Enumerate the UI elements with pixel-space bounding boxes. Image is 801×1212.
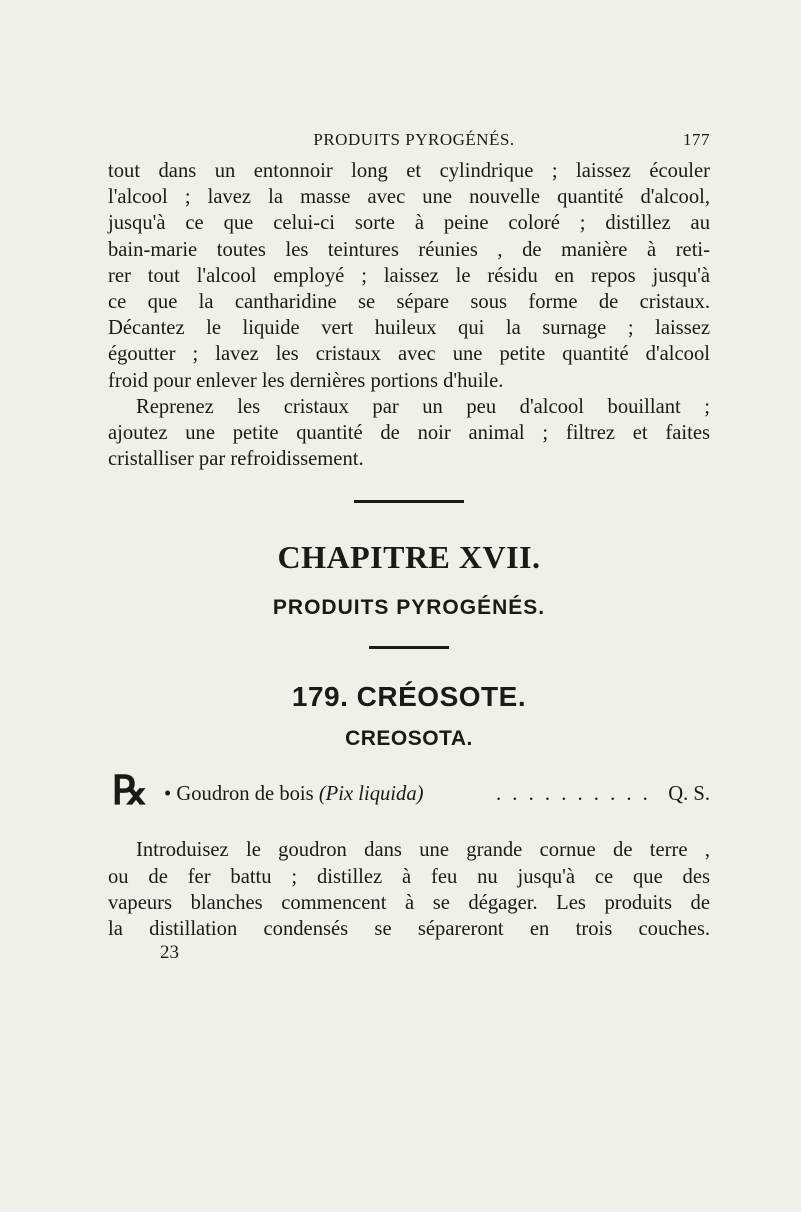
text-line: vapeurs blanches commencent à se dégager. Les produits de — [108, 891, 710, 914]
recipe-ingredient — [164, 783, 423, 806]
text-line: rer tout l'alcool employé ; laissez le résidu en repos jusqu'à — [108, 264, 710, 287]
text-line: égoutter ; lavez les cristaux avec une petite quantité d'alcool — [108, 343, 710, 366]
section-title: 179. CRÉOSOTE. — [291, 681, 527, 713]
text-line: Reprenez les cristaux par un peu d'alcool bouillant ; — [136, 395, 710, 418]
text-line: Décantez le liquide vert huileux qui la surnage ; laissez — [108, 317, 710, 340]
book-page — [108, 130, 710, 964]
running-head-title: PRODUITS PYROGÉNÉS. — [313, 130, 515, 149]
text-line: jusqu'à ce que celui-ci sorte à peine coloré ; distillez au — [108, 212, 710, 235]
text-line: l'alcool ; lavez la masse avec une nouvelle quantité d'alcool, — [108, 186, 710, 209]
instructions-paragraph — [108, 837, 710, 942]
chapter-subtitle: PRODUITS PYROGÉNÉS. — [272, 596, 546, 620]
recipe-quantity: Q. S. — [668, 783, 710, 806]
page-number: 177 — [683, 130, 710, 149]
text-line: ce que la cantharidine se sépare sous forme de cristaux. — [108, 291, 710, 314]
signature-mark: 23 — [160, 942, 179, 964]
recipe-symbol: ℞ — [112, 767, 148, 815]
second-paragraph — [108, 394, 710, 473]
ingredient-name: Goudron de bois — [176, 783, 314, 806]
text-line: ajoutez une petite quantité de noir animal ; filtrez et faites — [108, 422, 710, 445]
intro-paragraph — [108, 158, 710, 394]
text-line: Introduisez le goudron dans une grande cornue de terre , — [136, 839, 710, 862]
dot-leader: . . . . . . . . . . — [496, 783, 651, 806]
text-line: tout dans un entonnoir long et cylindrique ; laissez écouler — [108, 160, 710, 182]
section-divider-rule — [369, 646, 449, 649]
recipe-bullet: • — [164, 783, 172, 806]
text-line: la distillation condensés se sépareront en trois couches. — [108, 918, 710, 941]
text-line: bain-marie toutes les teintures réunies , de manière à reti- — [108, 238, 710, 261]
recipe-line — [108, 767, 710, 815]
text-line: ou de fer battu ; distillez à feu nu jusqu'à ce que des — [108, 865, 710, 888]
text-line: cristalliser par refroidissement. — [108, 448, 364, 471]
section-latin-name: CREOSOTA. — [345, 727, 473, 751]
text-line: froid pour enlever les dernières portions d'huile. — [108, 369, 504, 392]
running-head — [108, 130, 710, 158]
chapter-title: CHAPITRE XVII. — [277, 539, 541, 576]
chapter-divider-rule — [354, 500, 464, 503]
ingredient-latin-name: (Pix liquida) — [318, 783, 424, 806]
